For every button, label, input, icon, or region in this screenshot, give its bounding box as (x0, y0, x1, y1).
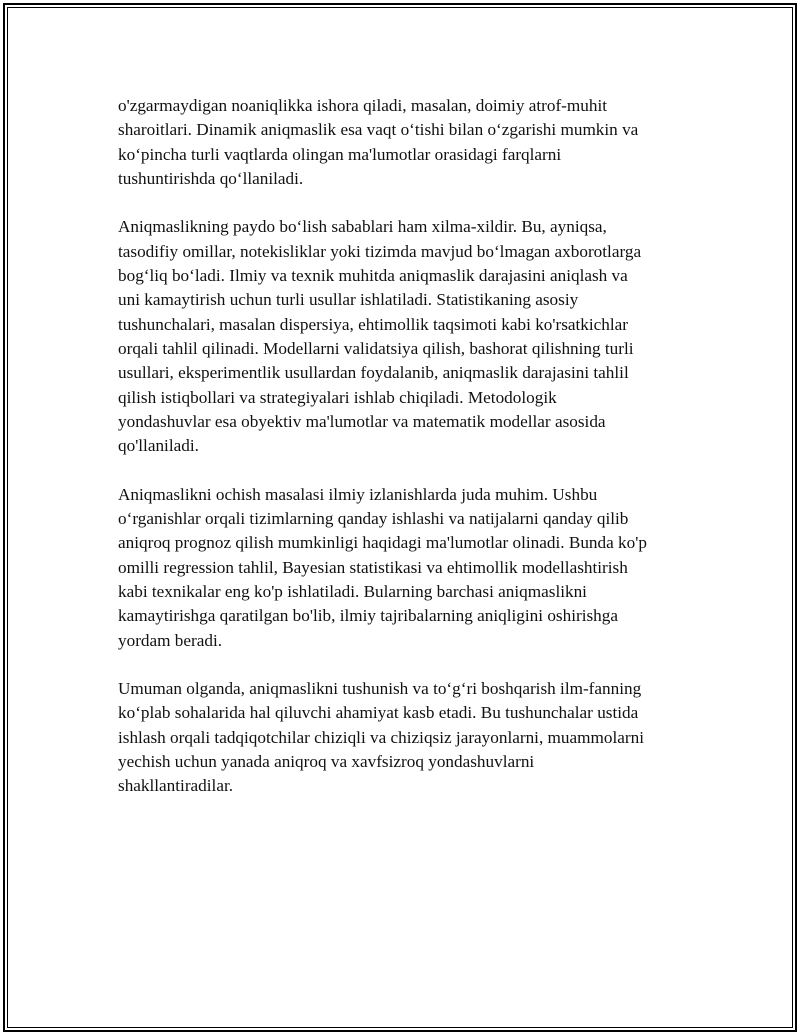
text-line: tasodifiy omillar, notekisliklar yoki tizimda mavjud bo‘lmagan axborotlarga (118, 241, 642, 261)
text-line: ishlash orqali tadqiqotchilar chiziqli va chiziqsiz jarayonlarni, muammolarni (118, 727, 644, 747)
text-line: yechish uchun yanada aniqroq va xavfsizroq yondashuvlarni (118, 752, 535, 772)
text-line: shakllantiradilar. (118, 776, 234, 796)
text-line: o'zgarmaydigan noaniqlikka ishora qiladi, masalan, doimiy atrof-muhit (118, 96, 607, 115)
text-line: sharoitlari. Dinamik aniqmaslik esa vaqt o‘tishi bilan o‘zgarishi mumkin va (118, 120, 639, 140)
text-line: usullari, eksperimentlik usullardan foydalanib, aniqmaslik darajasini tahlil (118, 363, 629, 383)
text-line: Umuman olganda, aniqmaslikni tushunish va to‘g‘ri boshqarish ilm-fanning (118, 679, 642, 699)
text-line: kamaytirishga qaratilgan bo'lib, ilmiy tajribalarning aniqligini oshirishga (118, 606, 618, 626)
text-line: orqali tahlil qilinadi. Modellarni validatsiya qilish, bashorat qilishning turli (118, 338, 634, 358)
text-line: bog‘liq bo‘ladi. Ilmiy va texnik muhitda aniqmaslik darajasini aniqlash va (118, 266, 628, 286)
text-line: Aniqmaslikni ochish masalasi ilmiy izlanishlarda juda muhim. Ushbu (118, 484, 598, 504)
text-line: Aniqmaslikning paydo bo‘lish sabablari ham xilma-xildir. Bu, ayniqsa, (118, 217, 607, 237)
paragraph-3 (118, 483, 688, 653)
text-line: omilli regression tahlil, Bayesian statistikasi va ehtimollik modellashtirish (118, 557, 628, 577)
text-line: tushuntirishda qo‘llaniladi. (118, 168, 304, 188)
text-line: ko‘plab sohalarida hal qiluvchi ahamiyat kasb etadi. Bu tushunchalar ustida (118, 703, 639, 723)
text-line: tushunchalari, masalan dispersiya, ehtimollik taqsimoti kabi ko'rsatkichlar (118, 314, 629, 334)
paragraph-4 (118, 677, 688, 798)
text-line: qo'llaniladi. (118, 436, 199, 456)
text-line: uni kamaytirish uchun turli usullar ishlatiladi. Statistikaning asosiy (118, 290, 579, 310)
text-line: ko‘pincha turli vaqtlarda olingan ma'lumotlar orasidagi farqlarni (118, 144, 562, 164)
text-line: kabi texnikalar eng ko'p ishlatiladi. Bularning barchasi aniqmaslikni (118, 581, 587, 601)
text-line: o‘rganishlar orqali tizimlarning qanday ishlashi va natijalarni qanday qilib (118, 509, 629, 529)
document-body (118, 94, 688, 823)
text-line: yondashuvlar esa obyektiv ma'lumotlar va matematik modellar asosida (118, 411, 606, 431)
paragraph-1 (118, 94, 688, 191)
text-line: qilish istiqbollari va strategiyalari ishlab chiqiladi. Metodologik (118, 387, 557, 407)
paragraph-2 (118, 215, 688, 458)
text-line: yordam beradi. (118, 630, 223, 650)
text-line: aniqroq prognoz qilish mumkinligi haqidagi ma'lumotlar olinadi. Bunda ko'p (118, 533, 647, 553)
